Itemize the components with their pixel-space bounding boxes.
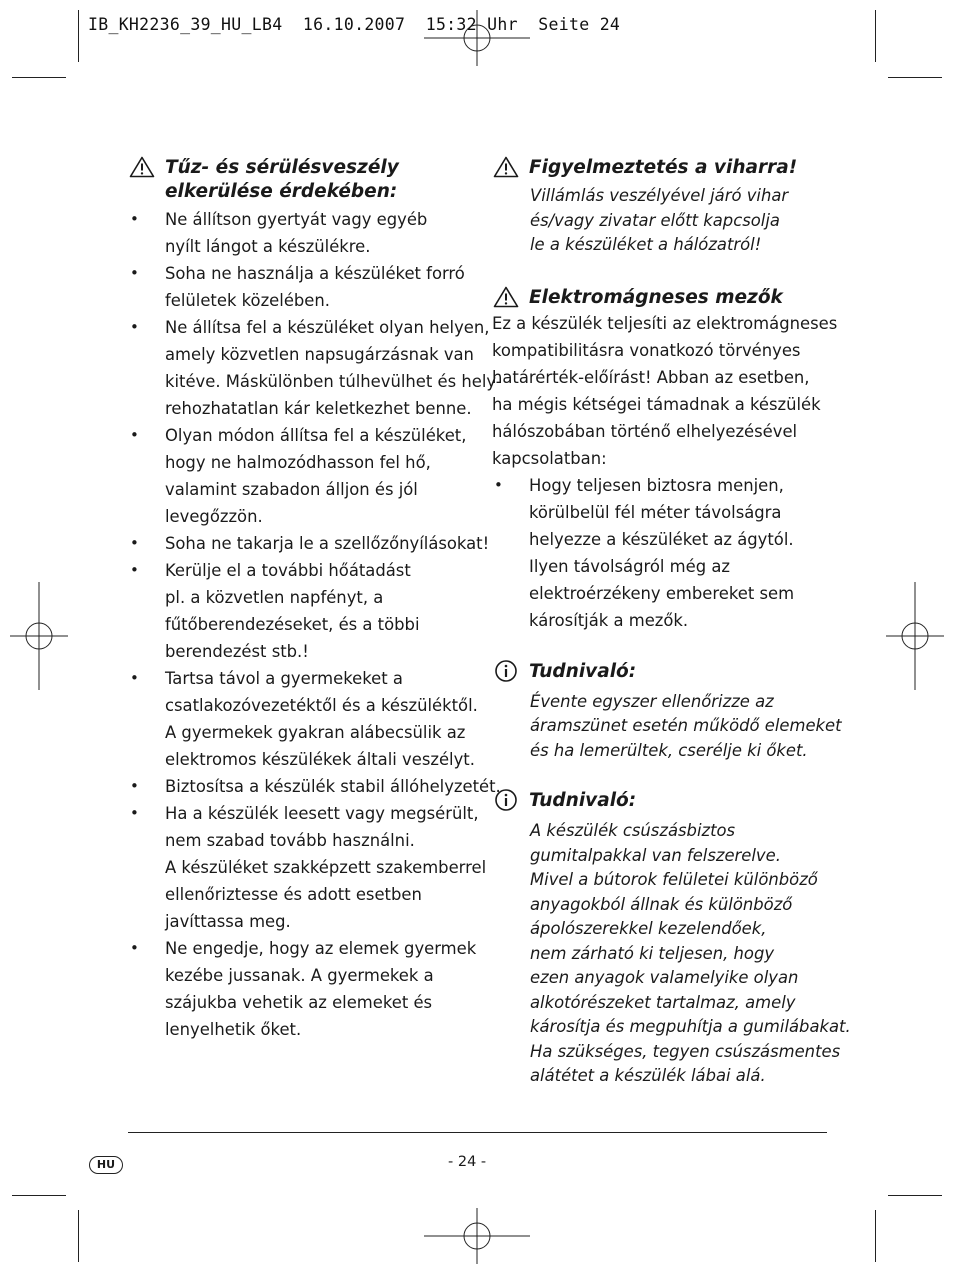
list-item [128, 260, 473, 314]
text-line: nyílt lángot a készülékre. [165, 237, 371, 256]
text-line: helyezze a készüléket az ágytól. [529, 529, 794, 549]
text-line: és ha lemerültek, cserélje ki őket. [530, 740, 808, 760]
text-line: és/vagy zivatar előtt kapcsolja [530, 210, 780, 230]
heading-line: Tűz- és sérülésveszély [165, 157, 399, 178]
text-line: anyagokból állnak és különböző [530, 894, 793, 914]
list-item [128, 530, 490, 557]
text-line: gumitalpakkal van felszerelve. [530, 845, 781, 865]
text-line: rehozhatatlan kár keletkezhet benne. [165, 399, 472, 418]
left-column [128, 156, 502, 1043]
list-item [128, 773, 501, 800]
text-line: Ilyen távolságról még az [529, 556, 730, 576]
text-line: kapcsolatban: [492, 448, 607, 468]
text-line: ápolószerekkel kezelendőek, [530, 919, 767, 938]
text-line: • Ha a készülék leesett vagy megsérült, [165, 804, 479, 823]
list-item [128, 422, 473, 530]
text-line: ha mégis kétségei támadnak a készülék [492, 394, 821, 414]
note-heading [492, 660, 837, 684]
text-line: berendezést stb.! [165, 642, 309, 661]
text-line: alkotórészeket tartalmaz, amely [530, 992, 796, 1012]
storm-warning-heading [492, 156, 837, 180]
text-line: • Soha ne takarja le a szellőzőnyílásokat! [165, 534, 490, 553]
registration-mark-left [10, 582, 68, 690]
text-line: károsítja és megpuhítja a gumilábakat. [530, 1017, 851, 1036]
text-line: Mivel a bútorok felületei különböző [530, 870, 818, 889]
text-line: valamint szabadon álljon és jól [165, 480, 418, 499]
text-line: • Biztosítsa a készülék stabil állóhelyzetét. [165, 777, 501, 796]
text-line: • Olyan módon állítsa fel a készüléket, [165, 426, 467, 445]
note-feet-text [492, 819, 851, 1089]
text-line: le a készüléket a hálózatról! [530, 235, 762, 254]
heading-text: Figyelmeztetés a viharra! [529, 157, 798, 178]
text-line: kompatibilitásra vonatkozó törvényes [492, 340, 801, 360]
text-line: • Ne engedje, hogy az elemek gyermek [165, 939, 477, 958]
warning-triangle-icon [129, 156, 155, 178]
crop-mark [875, 10, 876, 62]
note-heading [492, 789, 837, 813]
text-line: A gyermekek gyakran alábecsülik az [165, 723, 466, 742]
text-line: ezen anyagok valamelyike olyan [530, 968, 799, 987]
text-line: • Kerülje el a további hőátadást [165, 561, 411, 580]
list-item [492, 472, 837, 634]
text-line: határérték-előírást! Abban az esetben, [492, 367, 810, 387]
list-item [128, 206, 473, 260]
text-line: A készülék csúszásbiztos [530, 821, 736, 840]
crop-mark [78, 1210, 79, 1262]
text-line: amely közvetlen napsugárzásnak van [165, 345, 474, 364]
text-line: fűtőberendezéseket, és a többi [165, 615, 420, 634]
footer-divider [128, 1132, 827, 1133]
heading-text: Tudnivaló: [529, 790, 637, 811]
text-line: Villámlás veszélyével járó vihar [530, 186, 789, 205]
text-line: levegőzzön. [165, 507, 263, 526]
text-line: ellenőriztesse és adott esetben [165, 885, 422, 904]
list-item [128, 665, 478, 773]
text-line: nem szabad tovább használni. [165, 831, 415, 850]
text-line: • Ne állítson gyertyát vagy egyéb [165, 210, 428, 229]
language-badge: HU [89, 1156, 123, 1174]
text-line: lenyelhetik őket. [165, 1020, 302, 1039]
list-item [128, 935, 477, 1043]
note-feet-section [492, 789, 851, 1089]
info-circle-icon [493, 660, 519, 682]
text-line: nem zárható ki teljesen, hogy [530, 943, 775, 963]
heading-text: Elektromágneses mezők [529, 286, 783, 308]
text-line: kezébe jussanak. A gyermekek a [165, 966, 434, 985]
crop-mark [888, 1195, 942, 1196]
text-line: • Soha ne használja a készüléket forró [165, 264, 465, 283]
warning-triangle-icon [493, 286, 519, 308]
text-line: • Tartsa távol a gyermekeket a [165, 669, 403, 688]
page-number: - 24 - [448, 1154, 487, 1170]
fire-safety-heading [128, 156, 473, 204]
text-line: körülbelül fél méter távolságra [529, 502, 782, 522]
crop-mark [888, 77, 942, 78]
text-line: Ez a készülék teljesíti az elektromágneses [492, 313, 838, 333]
list-item [128, 314, 502, 422]
text-line: szájukba vehetik az elemeket és [165, 993, 433, 1012]
print-slug: IB_KH2236_39_HU_LB4 16.10.2007 15:32 Uhr Seite 24 [88, 15, 621, 34]
emf-list [492, 472, 837, 634]
text-line: pl. a közvetlen napfényt, a [165, 588, 384, 607]
text-line: áramszünet esetén működő elemeket [530, 716, 842, 735]
emf-section [492, 286, 837, 634]
warning-triangle-icon [493, 156, 519, 178]
text-line: javíttassa meg. [165, 912, 291, 931]
text-line: elektroérzékeny embereket sem [529, 583, 795, 603]
text-line: elektromos készülékek általi veszélyt. [165, 750, 475, 769]
text-line: hogy ne halmozódhasson fel hő, [165, 453, 431, 472]
registration-mark-bottom [424, 1208, 530, 1264]
text-line: károsítják a mezők. [529, 610, 689, 630]
text-line: alátétet a készülék lábai alá. [530, 1066, 766, 1085]
crop-mark [12, 1195, 66, 1196]
emf-paragraph [492, 310, 837, 472]
text-line: A készüléket szakképzett szakemberrel [165, 858, 487, 877]
fire-safety-list [128, 206, 502, 1043]
storm-warning-section [492, 156, 837, 258]
registration-mark-right [886, 582, 944, 690]
note-battery-text [492, 690, 842, 764]
heading-text: Tudnivaló: [529, 660, 637, 682]
text-line: felületek közelében. [165, 291, 330, 310]
text-line: hálószobában történő elhelyezésével [492, 421, 798, 441]
right-column [492, 156, 851, 1089]
note-battery-section [492, 660, 842, 764]
crop-mark [875, 1210, 876, 1262]
list-item [128, 800, 487, 935]
storm-warning-text [492, 184, 837, 258]
text-line: csatlakozóvezetéktől és a készüléktől. [165, 696, 478, 715]
crop-mark [12, 77, 66, 78]
text-line: • Hogy teljesen biztosra menjen, [529, 475, 784, 495]
info-circle-icon [493, 789, 519, 811]
text-line: Ha szükséges, tegyen csúszásmentes [530, 1041, 841, 1061]
heading-line: elkerülése érdekében: [165, 181, 398, 202]
list-item [128, 557, 473, 665]
text-line: Évente egyszer ellenőrizze az [530, 691, 774, 711]
text-line: • Ne állítsa fel a készüléket olyan helyen, [165, 318, 490, 337]
emf-heading [492, 286, 837, 310]
crop-mark [78, 10, 79, 62]
text-line: kitéve. Máskülönben túlhevülhet és hely- [165, 372, 502, 391]
registration-mark-top [424, 10, 530, 66]
